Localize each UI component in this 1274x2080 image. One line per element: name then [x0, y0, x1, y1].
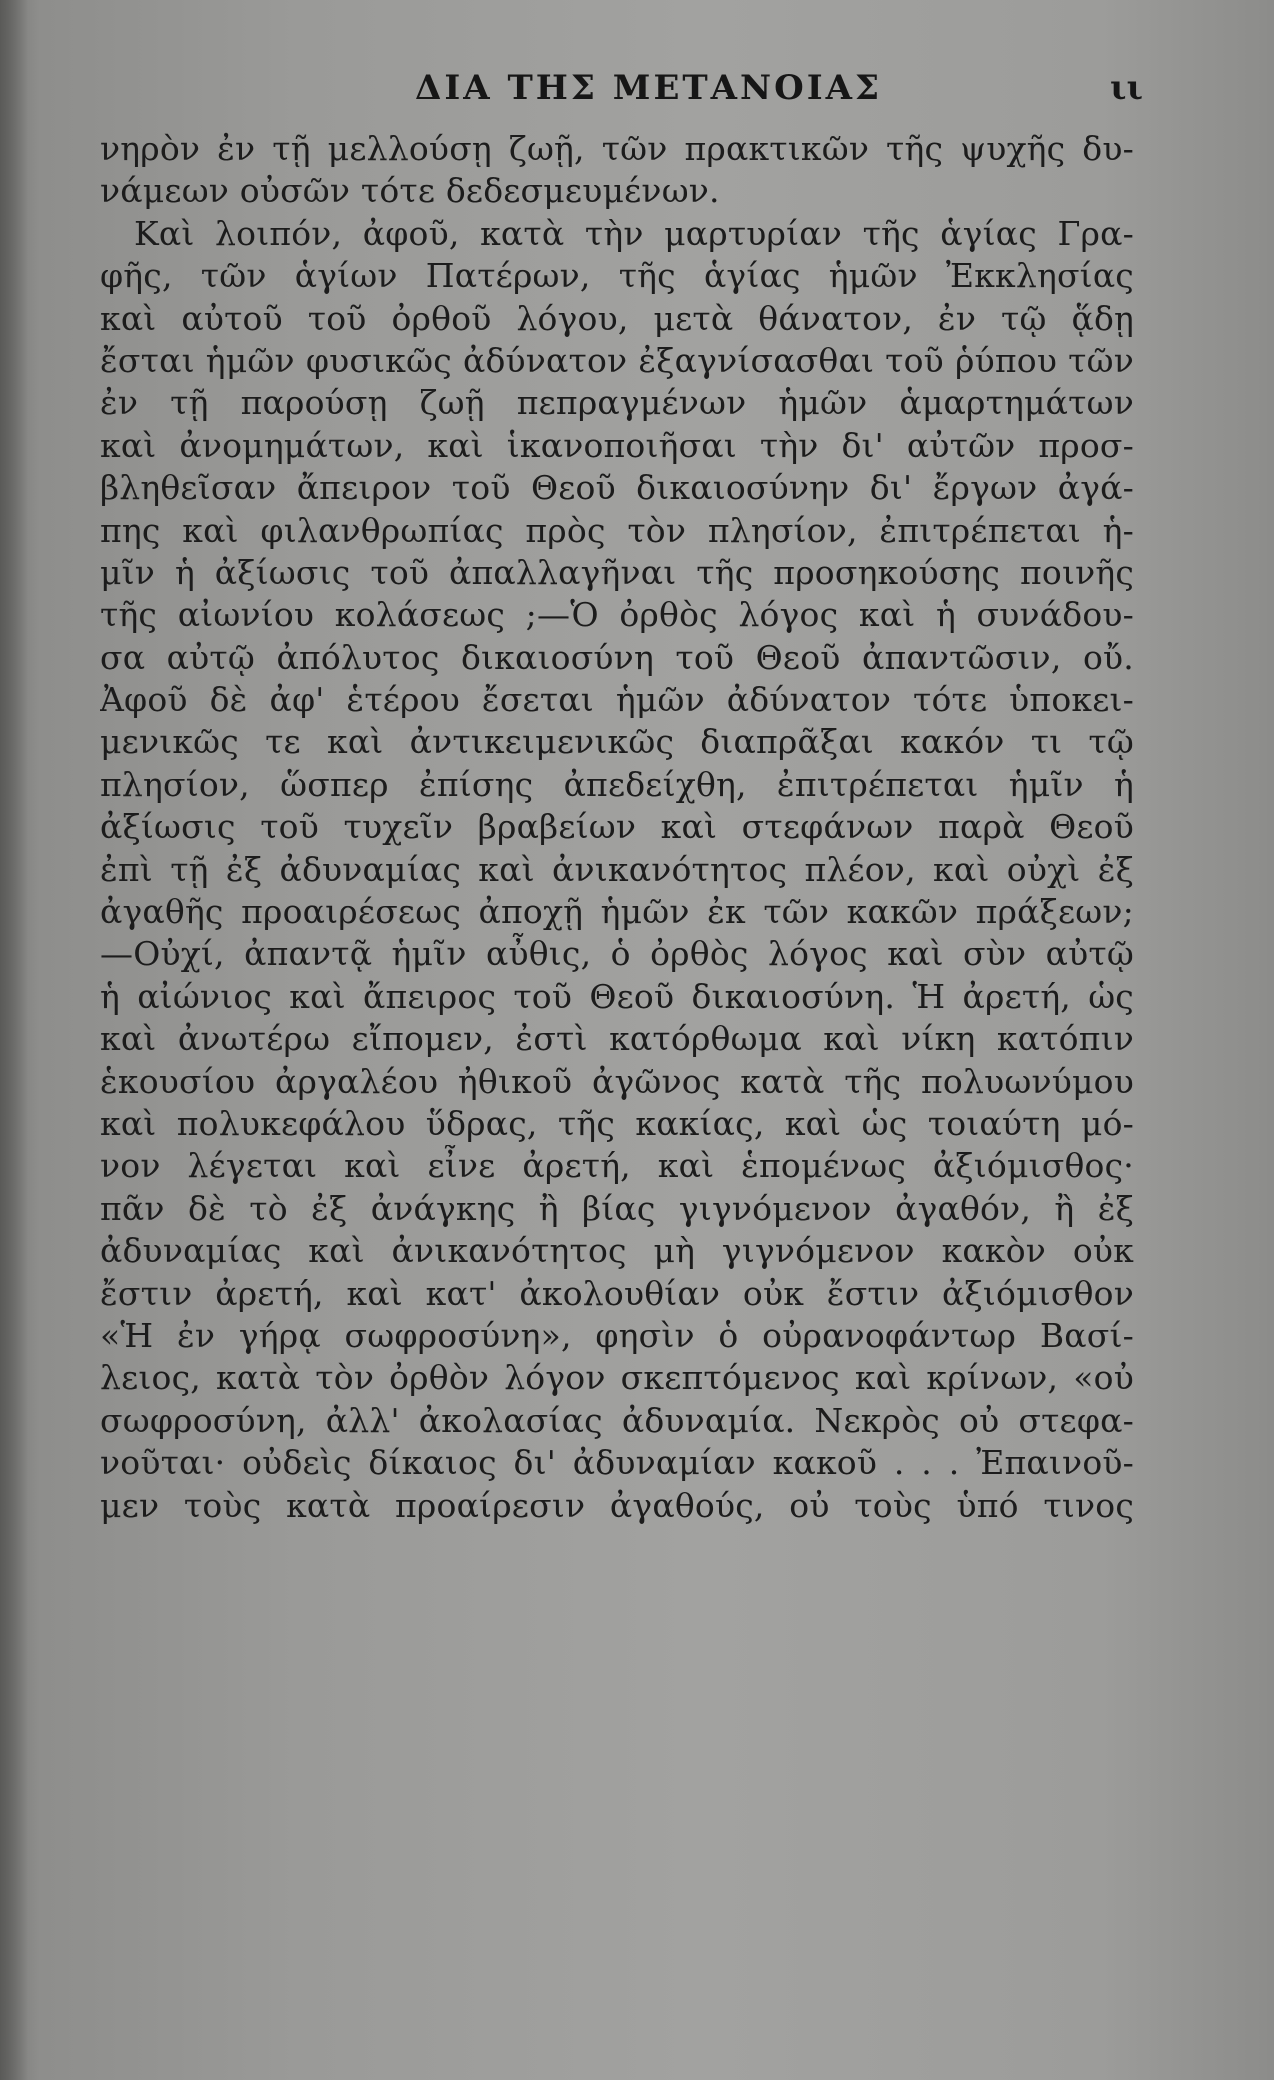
- text-line: πης καὶ φιλανθρωπίας πρὸς τὸν πλησίον, ἐπιτρέπεται ἡ-: [100, 510, 1134, 550]
- text-line: ἔστιν ἀρετή, καὶ κατ' ἀκολουθίαν οὐκ ἔστιν ἀξιόμισθον: [100, 1273, 1134, 1313]
- page-header: [0, 68, 1274, 116]
- text-line: ἀξίωσις τοῦ τυχεῖν βραβείων καὶ στεφάνων παρὰ Θεοῦ: [100, 807, 1134, 847]
- running-head: ΔΙΑ ΤΗΣ ΜΕΤΑΝΟΙΑΣ: [415, 68, 883, 108]
- text-line: —Οὐχί, ἀπαντᾷ ἡμῖν αὖθις, ὁ ὀρθὸς λόγος καὶ σὺν αὐτῷ: [100, 934, 1134, 974]
- text-line: «Ἡ ἐν γήρᾳ σωφροσύνη», φησὶν ὁ οὐρανοφάντωρ Βασί-: [100, 1315, 1134, 1355]
- text-line: λειος, κατὰ τὸν ὀρθὸν λόγον σκεπτόμενος καὶ κρίνων, «οὐ: [100, 1358, 1134, 1398]
- text-line: ἡ αἰώνιος καὶ ἄπειρος τοῦ Θεοῦ δικαιοσύνη. Ἡ ἀρετή, ὡς: [100, 976, 1134, 1016]
- text-line: σωφροσύνη, ἀλλ' ἀκολασίας ἀδυναμία. Νεκρὸς οὐ στεφα-: [100, 1400, 1134, 1440]
- text-line: καὶ ἀνωτέρω εἴπομεν, ἐστὶ κατόρθωμα καὶ νίκη κατόπιν: [100, 1019, 1134, 1059]
- text-line: Ἀφοῦ δὲ ἀφ' ἑτέρου ἔσεται ἡμῶν ἀδύνατον τότε ὑποκει-: [100, 680, 1134, 720]
- text-line: σα αὐτῷ ἀπόλυτος δικαιοσύνη τοῦ Θεοῦ ἀπαντῶσιν, οὔ.: [100, 637, 1134, 677]
- text-line: ἐπὶ τῇ ἐξ ἀδυναμίας καὶ ἀνικανότητος πλέον, καὶ οὐχὶ ἐξ: [100, 849, 1134, 889]
- text-line: ἐν τῇ παρούσῃ ζωῇ πεπραγμένων ἡμῶν ἁμαρτημάτων: [100, 383, 1134, 423]
- text-line: τῆς αἰωνίου κολάσεως ;—Ὁ ὀρθὸς λόγος καὶ ἡ συνάδου-: [100, 595, 1134, 635]
- text-line: μενικῶς τε καὶ ἀντικειμενικῶς διαπρᾶξαι κακόν τι τῷ: [100, 722, 1134, 762]
- text-line: μεν τοὺς κατὰ προαίρεσιν ἀγαθούς, οὐ τοὺς ὑπό τινος: [100, 1485, 1134, 1525]
- text-line: μῖν ἡ ἀξίωσις τοῦ ἀπαλλαγῆναι τῆς προσηκούσης ποινῆς: [100, 552, 1134, 592]
- text-line: νηρὸν ἐν τῇ μελλούσῃ ζωῇ, τῶν πρακτικῶν τῆς ψυχῆς δυ-: [100, 129, 1134, 168]
- text-line: νον λέγεται καὶ εἶνε ἀρετή, καὶ ἑπομένως ἀξιόμισθος·: [100, 1146, 1134, 1186]
- text-line: καὶ ἀνομημάτων, καὶ ἱκανοποιῆσαι τὴν δι' αὐτῶν προσ-: [100, 425, 1134, 465]
- text-line: Καὶ λοιπόν, ἀφοῦ, κατὰ τὴν μαρτυρίαν τῆς ἁγίας Γρα-: [134, 213, 1134, 253]
- text-line: ἀδυναμίας καὶ ἀνικανότητος μὴ γιγνόμενον κακὸν οὐκ: [100, 1231, 1134, 1271]
- text-line: φῆς, τῶν ἁγίων Πατέρων, τῆς ἁγίας ἡμῶν Ἐκκλησίας: [100, 256, 1134, 296]
- text-line: πλησίον, ὥσπερ ἐπίσης ἀπεδείχθη, ἐπιτρέπεται ἡμῖν ἡ: [100, 764, 1134, 804]
- page-gutter-shadow: [0, 0, 28, 2080]
- text-line: βληθεῖσαν ἄπειρον τοῦ Θεοῦ δικαιοσύνην δι' ἔργων ἀγά-: [100, 468, 1134, 508]
- text-line: καὶ πολυκεφάλου ὕδρας, τῆς κακίας, καὶ ὡς τοιαύτη μό-: [100, 1103, 1134, 1143]
- text-line: ἑκουσίου ἀργαλέου ἠθικοῦ ἀγῶνος κατὰ τῆς πολυωνύμου: [100, 1061, 1134, 1101]
- page-number: ιι: [1110, 68, 1143, 108]
- text-line: νάμεων οὐσῶν τότε δεδεσμευμένων.: [100, 171, 720, 211]
- text-line: ἀγαθῆς προαιρέσεως ἀποχῇ ἡμῶν ἐκ τῶν κακῶν πράξεων;: [100, 892, 1134, 932]
- text-line: νοῦται· οὐδεὶς δίκαιος δι' ἀδυναμίαν κακοῦ . . . Ἐπαινοῦ-: [100, 1443, 1134, 1483]
- body-text: [100, 128, 1134, 1527]
- text-line: πᾶν δὲ τὸ ἐξ ἀνάγκης ἢ βίας γιγνόμενον ἀγαθόν, ἢ ἐξ: [100, 1188, 1134, 1228]
- text-line: καὶ αὐτοῦ τοῦ ὀρθοῦ λόγου, μετὰ θάνατον, ἐν τῷ ᾅδῃ: [100, 298, 1134, 338]
- text-line: ἔσται ἡμῶν φυσικῶς ἀδύνατον ἐξαγνίσασθαι τοῦ ῥύπου τῶν: [100, 340, 1134, 380]
